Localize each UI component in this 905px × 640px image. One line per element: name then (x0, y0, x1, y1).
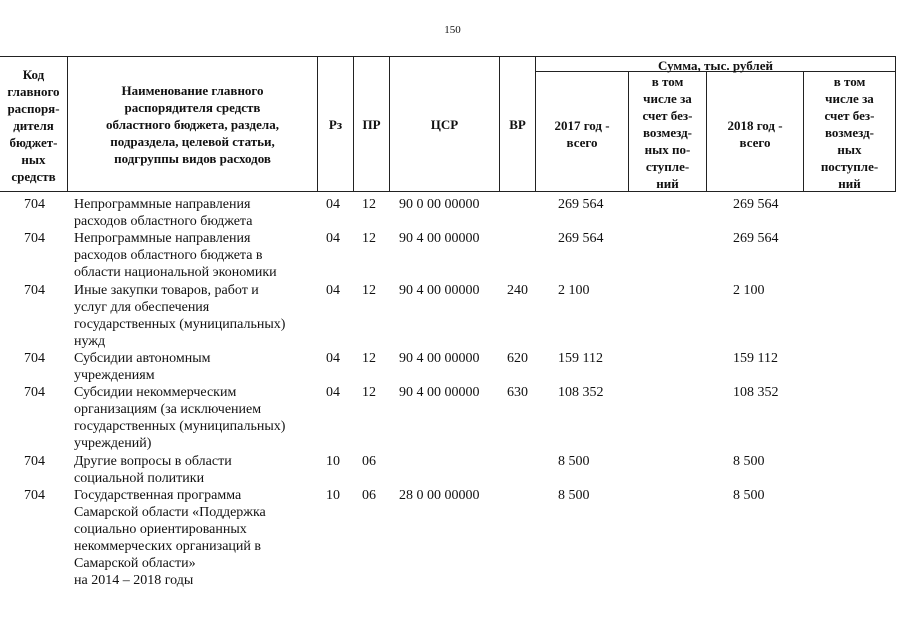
cell-rz: 10 (326, 488, 340, 503)
cell-pr: 12 (362, 385, 376, 400)
cell-pr: 06 (362, 488, 376, 503)
cell-csr: 90 0 00 00000 (399, 197, 480, 212)
cell-code: 704 (24, 454, 45, 469)
col-divider (895, 56, 896, 191)
cell-csr: 28 0 00 00000 (399, 488, 480, 503)
cell-code: 704 (24, 283, 45, 298)
cell-code: 704 (24, 385, 45, 400)
header-pr: ПР (362, 117, 381, 132)
cell-rz: 10 (326, 454, 340, 469)
page-number: 150 (444, 24, 461, 36)
header-2017-incl: в том числе за счет без- возмезд- ных по- ступле- ний (642, 74, 693, 191)
header-sum-title: Сумма, тыс. рублей (658, 58, 773, 73)
cell-2018: 269 564 (733, 197, 779, 212)
cell-2017: 2 100 (558, 283, 590, 298)
cell-name: Непрограммные направления расходов областного бюджета в области национальной экономики (74, 231, 277, 280)
cell-code: 704 (24, 197, 45, 212)
cell-pr: 06 (362, 454, 376, 469)
cell-rz: 04 (326, 283, 340, 298)
cell-code: 704 (24, 488, 45, 503)
cell-2017: 269 564 (558, 197, 604, 212)
cell-name: Непрограммные направления расходов областного бюджета (74, 197, 253, 229)
header-vr: ВР (509, 117, 526, 132)
cell-pr: 12 (362, 197, 376, 212)
cell-code: 704 (24, 231, 45, 246)
cell-2018: 159 112 (733, 351, 778, 366)
cell-csr: 90 4 00 00000 (399, 231, 480, 246)
cell-2017: 269 564 (558, 231, 604, 246)
cell-2018: 8 500 (733, 488, 765, 503)
header-code: Код главного распоря- дителя бюджет- ных средств (7, 67, 60, 184)
cell-name: Государственная программа Самарской области «Поддержка социально ориентированных некоммерческих организаций в Самарской области» на 2014 – 2018 годы (74, 488, 266, 588)
header-2018-total: 2018 год - всего (727, 118, 783, 150)
cell-name: Субсидии некоммерческим организациям (за исключением государственных (муниципальных) учреждений) (74, 385, 286, 451)
cell-csr: 90 4 00 00000 (399, 283, 480, 298)
cell-2017: 8 500 (558, 488, 590, 503)
cell-2018: 2 100 (733, 283, 765, 298)
cell-vr: 630 (507, 385, 528, 400)
header-bottom-border (0, 191, 896, 192)
header-2017-total: 2017 год - всего (554, 118, 610, 150)
cell-rz: 04 (326, 197, 340, 212)
cell-rz: 04 (326, 351, 340, 366)
header-rz: Рз (328, 117, 343, 132)
cell-2018: 108 352 (733, 385, 779, 400)
cell-2017: 159 112 (558, 351, 603, 366)
cell-vr: 240 (507, 283, 528, 298)
cell-name: Другие вопросы в области социальной политики (74, 454, 232, 486)
cell-2018: 269 564 (733, 231, 779, 246)
cell-code: 704 (24, 351, 45, 366)
cell-csr: 90 4 00 00000 (399, 351, 480, 366)
header-csr: ЦСР (430, 117, 459, 132)
cell-name: Иные закупки товаров, работ и услуг для обеспечения государственных (муниципальных) нужд (74, 283, 286, 349)
cell-2018: 8 500 (733, 454, 765, 469)
cell-pr: 12 (362, 351, 376, 366)
cell-vr: 620 (507, 351, 528, 366)
cell-rz: 04 (326, 385, 340, 400)
header-name: Наименование главного распорядителя средств областного бюджета, раздела, подраздела, целевой статьи, подгруппы видов расходов (106, 83, 279, 166)
cell-pr: 12 (362, 231, 376, 246)
cell-csr: 90 4 00 00000 (399, 385, 480, 400)
cell-name: Субсидии автономным учреждениям (74, 351, 211, 383)
cell-2017: 8 500 (558, 454, 590, 469)
cell-rz: 04 (326, 231, 340, 246)
header-2018-incl: в том числе за счет без- возмезд- ных поступле- ний (820, 74, 879, 191)
cell-pr: 12 (362, 283, 376, 298)
cell-2017: 108 352 (558, 385, 604, 400)
